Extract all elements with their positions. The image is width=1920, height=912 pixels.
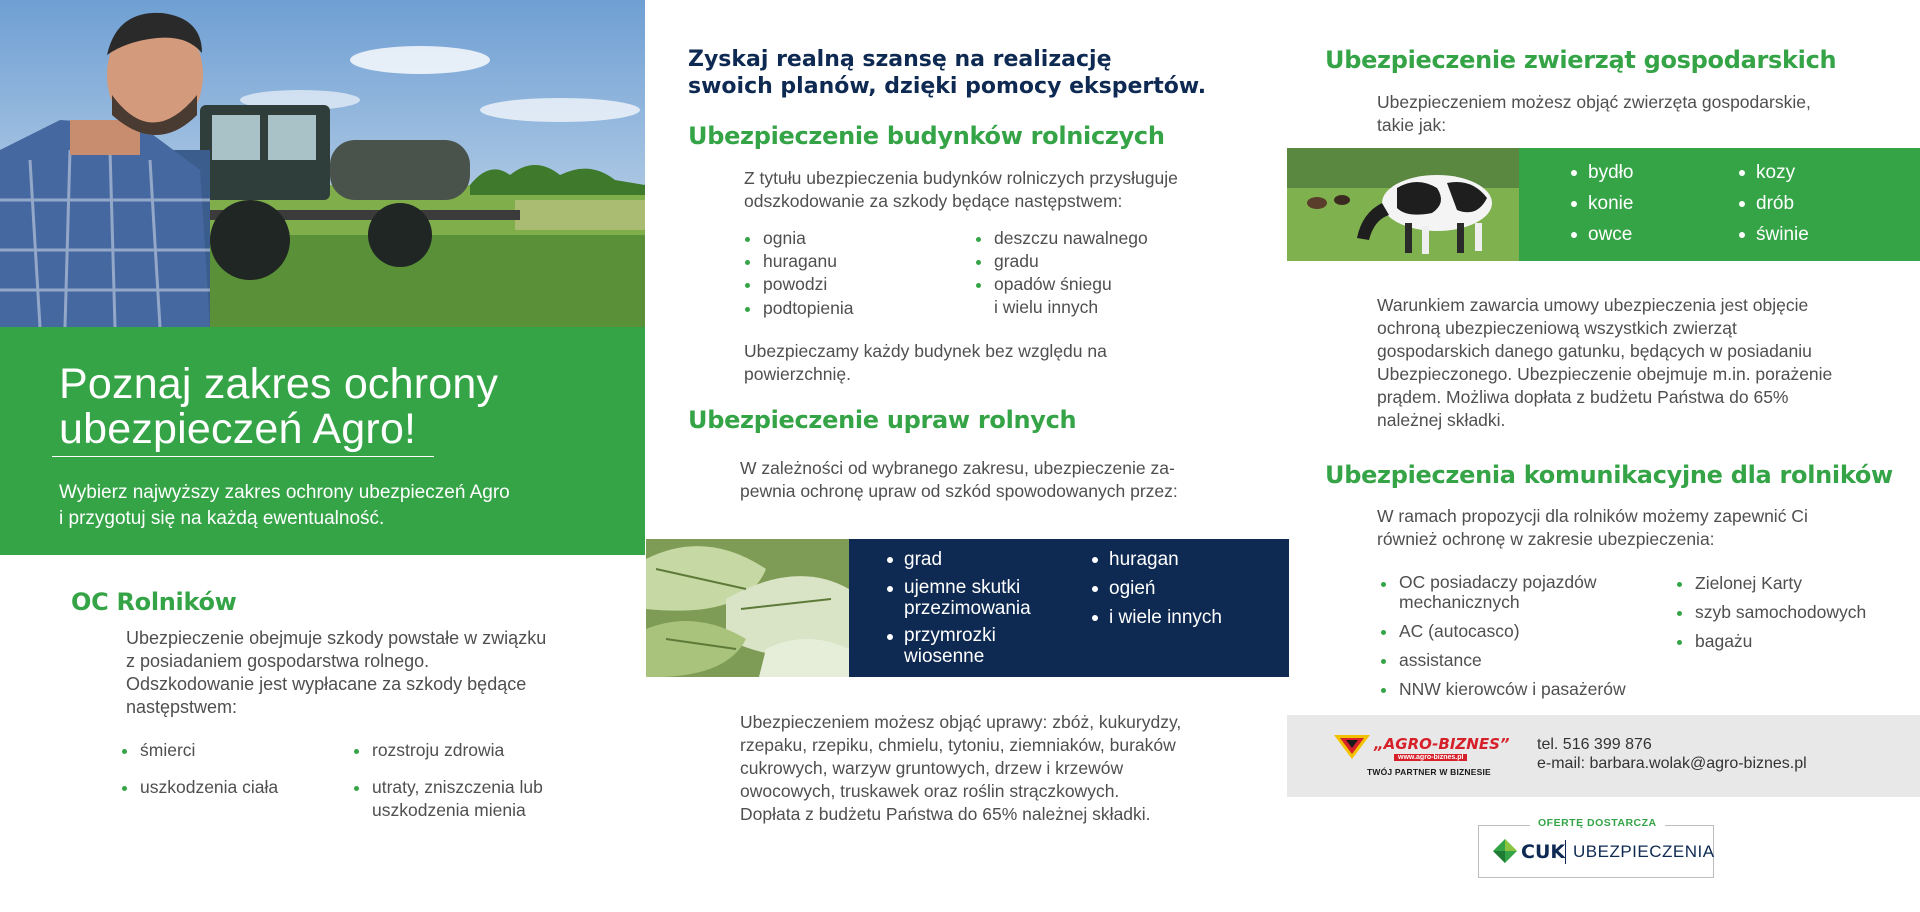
- buildings-list-left: [745, 227, 854, 320]
- buildings-note-line: powierzchnię.: [744, 364, 851, 384]
- hero-headline-line2: ubezpieczeń Agro!: [59, 405, 417, 453]
- list-item-line: utraty, zniszczenia lub: [372, 777, 543, 797]
- hero-subtitle-line1: Wybierz najwyższy zakres ochrony ubezpieczeń Agro: [59, 482, 510, 503]
- hero-headline-line1: Poznaj zakres ochrony: [59, 360, 499, 408]
- oc-list-left: [122, 739, 278, 799]
- list-item: AC (autocasco): [1381, 620, 1626, 643]
- list-item: podtopienia: [745, 297, 854, 320]
- frosted-leaves-photo: [646, 539, 849, 677]
- headline-underline: [52, 456, 434, 457]
- animals-note-line: gospodarskich danego gatunku, będących w posiadaniu: [1377, 341, 1812, 361]
- list-item-line: uszkodzenia mienia: [372, 800, 526, 820]
- list-item-line: i wielu innych: [994, 297, 1099, 317]
- list-item-line: OC posiadaczy pojazdów: [1399, 572, 1597, 592]
- animals-note-line: Ubezpieczonego. Ubezpieczenie obejmuje m.in. porażenie: [1377, 364, 1833, 384]
- list-item: assistance: [1381, 649, 1626, 672]
- crops-note: [740, 711, 1181, 826]
- list-item: powodzi: [745, 273, 854, 296]
- list-item: i wiele innych: [1092, 606, 1222, 629]
- crops-note-line: Dopłata z budżetu Państwa do 65% należnej składki.: [740, 804, 1151, 824]
- transport-text-line: W ramach propozycji dla rolników możemy zapewnić Ci: [1377, 506, 1808, 526]
- list-item-line: przezimowania: [904, 598, 1031, 619]
- crops-list-left: [887, 548, 1031, 667]
- list-item: szyb samochodowych: [1677, 601, 1866, 624]
- crops-description: [740, 457, 1178, 503]
- buildings-list-right: [976, 227, 1148, 319]
- crops-title: Ubezpieczenie upraw rolnych: [688, 406, 1077, 434]
- list-item: uszkodzenia ciała: [122, 776, 278, 799]
- transport-title: Ubezpieczenia komunikacyjne dla rolników: [1325, 461, 1893, 489]
- list-item: grad: [887, 548, 1031, 571]
- transport-description: [1377, 505, 1808, 551]
- animals-note-line: Warunkiem zawarcia umowy ubezpieczenia jest objęcie: [1377, 295, 1809, 315]
- list-item: NNW kierowców i pasażerów: [1381, 678, 1626, 701]
- hero-headline: [59, 362, 498, 452]
- list-item-line: przymrozki: [904, 625, 996, 646]
- list-item-line: wiosenne: [904, 646, 985, 667]
- list-item: huraganu: [745, 250, 854, 273]
- list-item-line: ujemne skutki: [904, 577, 1021, 598]
- animals-note: [1377, 294, 1832, 432]
- agro-biznes-name: „AGRO-BIZNES”: [1374, 735, 1510, 753]
- buildings-text-line: Z tytułu ubezpieczenia budynków rolniczych przysługuje: [744, 168, 1178, 188]
- crops-text-line: W zależności od wybranego zakresu, ubezpieczenie za-: [740, 458, 1175, 478]
- list-item: gradu: [976, 250, 1148, 273]
- list-item-line: mechanicznych: [1399, 592, 1520, 612]
- list-item: kozy: [1739, 161, 1809, 184]
- cuk-brand: CUK: [1521, 841, 1566, 863]
- intro-line1: Zyskaj realną szansę na realizację: [688, 47, 1112, 72]
- oc-text-line: następstwem:: [126, 697, 238, 717]
- animals-list-right: [1739, 161, 1809, 246]
- list-item: [887, 577, 1031, 619]
- contact-info: [1537, 735, 1807, 773]
- list-item: ognia: [745, 227, 854, 250]
- oc-text-line: Odszkodowanie jest wypłacane za szkody będące: [126, 674, 527, 694]
- oc-text-line: Ubezpieczenie obejmuje szkody powstałe w związku: [126, 628, 547, 648]
- animals-list-left: [1571, 161, 1633, 246]
- oc-description: [126, 627, 546, 719]
- animals-text-line: Ubezpieczeniem możesz objąć zwierzęta gospodarskie,: [1377, 92, 1811, 112]
- intro-line2: swoich planów, dzięki pomocy ekspertów.: [688, 74, 1207, 99]
- agro-biznes-url: www.agro-biznes.pl: [1394, 754, 1467, 761]
- buildings-title: Ubezpieczenie budynków rolniczych: [688, 122, 1165, 150]
- buildings-text-line: odszkodowanie za szkody będące następstwem:: [744, 191, 1123, 211]
- oc-list-right: [354, 739, 543, 822]
- list-item: huragan: [1092, 548, 1222, 571]
- list-item: Zielonej Karty: [1677, 572, 1866, 595]
- list-item: rozstroju zdrowia: [354, 739, 543, 762]
- transport-list-left: [1381, 572, 1626, 701]
- contact-phone[interactable]: tel. 516 399 876: [1537, 736, 1652, 753]
- animals-description: [1377, 91, 1811, 137]
- cuk-brand-sub: UBEZPIECZENIA: [1573, 842, 1715, 861]
- cuk-diamond-icon: [1493, 839, 1517, 863]
- cow-photo: [1287, 148, 1519, 261]
- animals-note-line: należnej składki.: [1377, 410, 1506, 430]
- crops-note-line: cukrowych, warzyw gruntowych, drzew i krzewów: [740, 758, 1124, 778]
- animals-note-line: prądem. Możliwa dopłata z budżetu Państwa do 65%: [1377, 387, 1789, 407]
- crops-note-line: owocowych, truskawek oraz roślin strączkowych.: [740, 781, 1120, 801]
- contact-email[interactable]: e-mail: barbara.wolak@agro-biznes.pl: [1537, 755, 1807, 772]
- list-item: konie: [1571, 192, 1633, 215]
- list-item: [1381, 572, 1626, 612]
- list-item: świnie: [1739, 223, 1809, 246]
- list-item: śmierci: [122, 739, 278, 762]
- animals-note-line: ochroną ubezpieczeniową wszystkich zwierząt: [1377, 318, 1737, 338]
- crops-text-line: pewnia ochronę upraw od szkód spowodowanych przez:: [740, 481, 1178, 501]
- buildings-note-line: Ubezpieczamy każdy budynek bez względu na: [744, 341, 1107, 361]
- animals-text-line: takie jak:: [1377, 115, 1447, 135]
- transport-text-line: również ochronę w zakresie ubezpieczenia:: [1377, 529, 1715, 549]
- hero-subtitle: [59, 480, 510, 532]
- list-item: [354, 776, 543, 822]
- list-item: ogień: [1092, 577, 1222, 600]
- list-item: bydło: [1571, 161, 1633, 184]
- crops-list-right: [1092, 548, 1222, 629]
- animals-title: Ubezpieczenie zwierząt gospodarskich: [1325, 46, 1837, 74]
- list-item-line: opadów śniegu: [994, 274, 1112, 294]
- list-item: [887, 625, 1031, 667]
- cuk-divider: [1565, 840, 1566, 864]
- transport-list-right: [1677, 572, 1866, 653]
- list-item: deszczu nawalnego: [976, 227, 1148, 250]
- agro-biznes-logo: [1334, 733, 1510, 783]
- list-item: bagażu: [1677, 630, 1866, 653]
- intro-heading: [688, 46, 1206, 100]
- hero-subtitle-line2: i przygotuj się na każdą ewentualność.: [59, 508, 385, 529]
- oc-title: OC Rolników: [71, 588, 237, 616]
- hero-photo-farmer-tractor: [0, 0, 645, 327]
- list-item: drób: [1739, 192, 1809, 215]
- agro-biznes-emblem-icon: [1334, 735, 1370, 759]
- crops-note-line: Ubezpieczeniem możesz objąć uprawy: zbóż, kukurydzy,: [740, 712, 1182, 732]
- buildings-description: [744, 167, 1178, 213]
- agro-biznes-tagline: TWÓJ PARTNER W BIZNESIE: [1367, 767, 1491, 777]
- crops-note-line: rzepaku, rzepiku, chmielu, tytoniu, ziemniaków, buraków: [740, 735, 1176, 755]
- oc-text-line: z posiadaniem gospodarstwa rolnego.: [126, 651, 430, 671]
- supplier-label: OFERTĘ DOSTARCZA: [1530, 817, 1665, 829]
- list-item: [976, 273, 1148, 319]
- list-item: owce: [1571, 223, 1633, 246]
- buildings-note: [744, 340, 1107, 386]
